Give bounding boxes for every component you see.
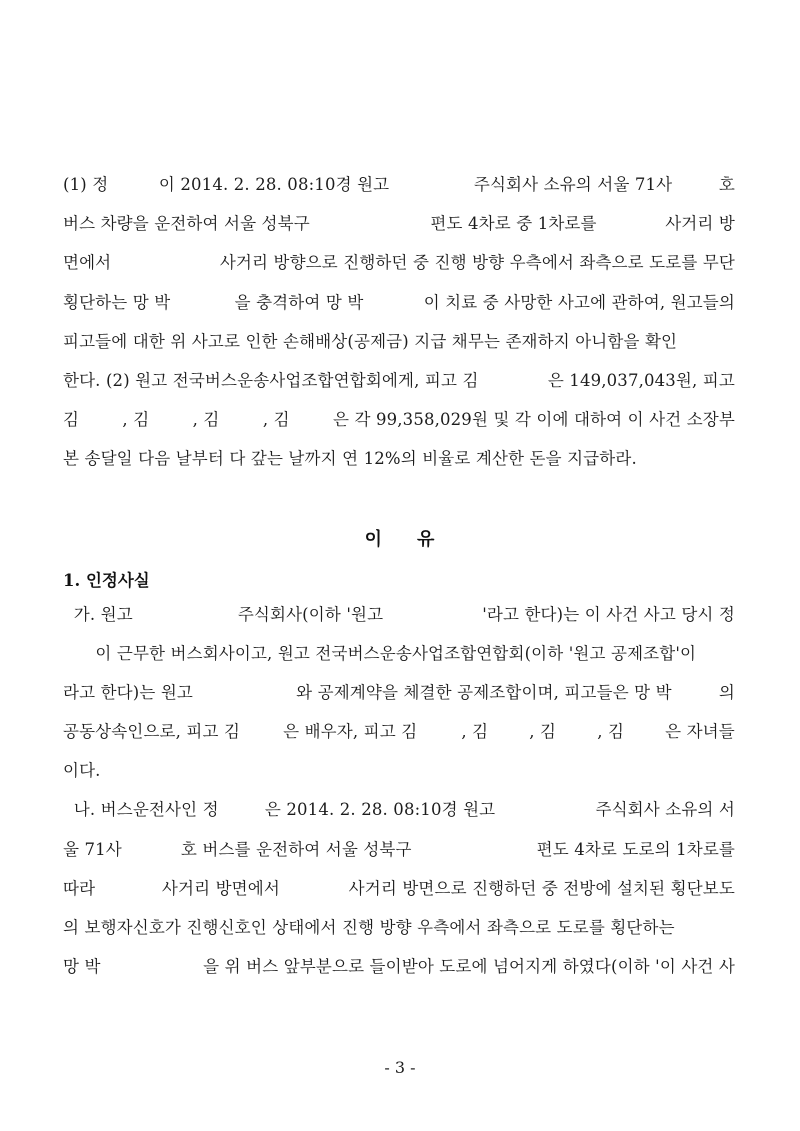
text-segment: 사거리 방향으로 진행하던 중 진행 방향 우측에서 좌측으로 도로를 무단: [219, 253, 735, 273]
reason-heading: [0, 525, 800, 551]
findings-line: [63, 947, 735, 986]
findings-line: [63, 712, 735, 751]
findings-line: [63, 908, 735, 947]
text-segment: 이다.: [63, 761, 101, 781]
text-segment: 편도 4차로 도로의 1차로를: [536, 839, 735, 859]
text-segment: , 김: [461, 722, 489, 742]
text-segment: , 김: [192, 410, 220, 430]
text-segment: 면에서: [63, 253, 112, 273]
findings-block: [63, 595, 735, 987]
text-segment: 의: [718, 682, 735, 702]
disposition-line: [63, 439, 735, 478]
text-segment: , 김: [529, 722, 557, 742]
text-segment: , 김: [597, 722, 625, 742]
disposition-block: [63, 165, 735, 479]
section-heading-findings: 1. 인정사실: [63, 571, 150, 590]
text-segment: 주식회사 소유의 서울 71사: [473, 175, 673, 194]
text-segment: 의 보행자신호가 진행신호인 상태에서 진행 방향 우측에서 좌측으로 도로를 횡단하는: [63, 918, 675, 937]
text-segment: '라고 한다)는 이 사건 사고 당시 정: [482, 604, 735, 624]
findings-line: [63, 790, 735, 829]
text-segment: 버스 차량을 운전하여 서울 성북구: [63, 214, 310, 234]
text-segment: 은 2014. 2. 28. 08:10경 원고: [264, 800, 496, 820]
text-segment: 와 공제계약을 체결한 공제조합이며, 피고들은 망 박: [296, 682, 672, 702]
text-segment: 주식회사 소유의 서: [595, 800, 735, 820]
reason-heading-left-char: 이: [364, 529, 383, 550]
disposition-line: [63, 283, 735, 322]
text-segment: (1) 정: [63, 175, 109, 194]
page-number: - 3 -: [384, 1058, 416, 1077]
disposition-line: [63, 204, 735, 243]
findings-line: [63, 869, 735, 908]
disposition-line: [63, 322, 735, 361]
text-segment: 은 각 99,358,029원 및 각 이에 대하여 이 사건 소장부: [333, 410, 735, 430]
text-segment: 한다. (2) 원고 전국버스운송사업조합연합회에게, 피고 김: [63, 370, 479, 390]
text-segment: 호 버스를 운전하여 서울 성북구: [180, 839, 412, 859]
disposition-line: [63, 243, 735, 282]
text-segment: 편도 4차로 중 1차로를: [430, 214, 597, 234]
text-segment: 이 치료 중 사망한 사고에 관하여, 원고들의: [423, 292, 735, 312]
text-segment: 이 근무한 버스회사이고, 원고 전국버스운송사업조합연합회(이하 '원고 공제조합'이: [63, 643, 697, 663]
disposition-line: [63, 361, 735, 400]
text-segment: 이 2014. 2. 28. 08:10경 원고: [158, 175, 390, 194]
text-segment: 사거리 방: [665, 214, 735, 234]
text-segment: 나. 버스운전사인 정: [63, 800, 219, 820]
findings-line: [63, 595, 735, 634]
text-segment: 공동상속인으로, 피고 김: [63, 722, 241, 742]
findings-line: [63, 673, 735, 712]
text-segment: 횡단하는 망 박: [63, 292, 171, 312]
text-segment: 울 71사: [63, 839, 122, 859]
text-segment: , 김: [122, 410, 150, 430]
text-segment: 은 자녀들: [665, 722, 735, 742]
disposition-line: [63, 400, 735, 439]
text-segment: 따라: [63, 878, 96, 898]
text-segment: 피고들에 대한 위 사고로 인한 손해배상(공제금) 지급 채무는 존재하지 아니함을 확인: [63, 331, 678, 351]
findings-line: [63, 751, 735, 790]
text-segment: 을 위 버스 앞부분으로 들이받아 도로에 넘어지게 하였다(이하 '이 사건 사: [203, 957, 735, 977]
disposition-line: [63, 165, 735, 204]
reason-heading-right-char: 유: [417, 529, 436, 550]
text-segment: 은 배우자, 피고 김: [283, 722, 418, 742]
text-segment: 가. 원고: [63, 604, 133, 624]
text-segment: 본 송달일 다음 날부터 다 갚는 날까지 연 12%의 비율로 계산한 돈을 지급하라.: [63, 449, 637, 469]
text-segment: 라고 한다)는 원고: [63, 682, 193, 702]
text-segment: 사거리 방면에서: [161, 878, 280, 898]
text-segment: 주식회사(이하 '원고: [237, 604, 384, 624]
findings-line: [63, 830, 735, 869]
findings-line: [63, 634, 735, 673]
text-segment: 호: [718, 175, 735, 194]
text-segment: 을 충격하여 망 박: [234, 292, 364, 312]
text-segment: , 김: [262, 410, 290, 430]
text-segment: 망 박: [63, 957, 101, 977]
text-segment: 사거리 방면으로 진행하던 중 전방에 설치된 횡단보도: [348, 878, 735, 898]
text-segment: 김: [63, 410, 80, 430]
document-body: [63, 165, 735, 986]
text-segment: 은 149,037,043원, 피고: [547, 370, 735, 390]
